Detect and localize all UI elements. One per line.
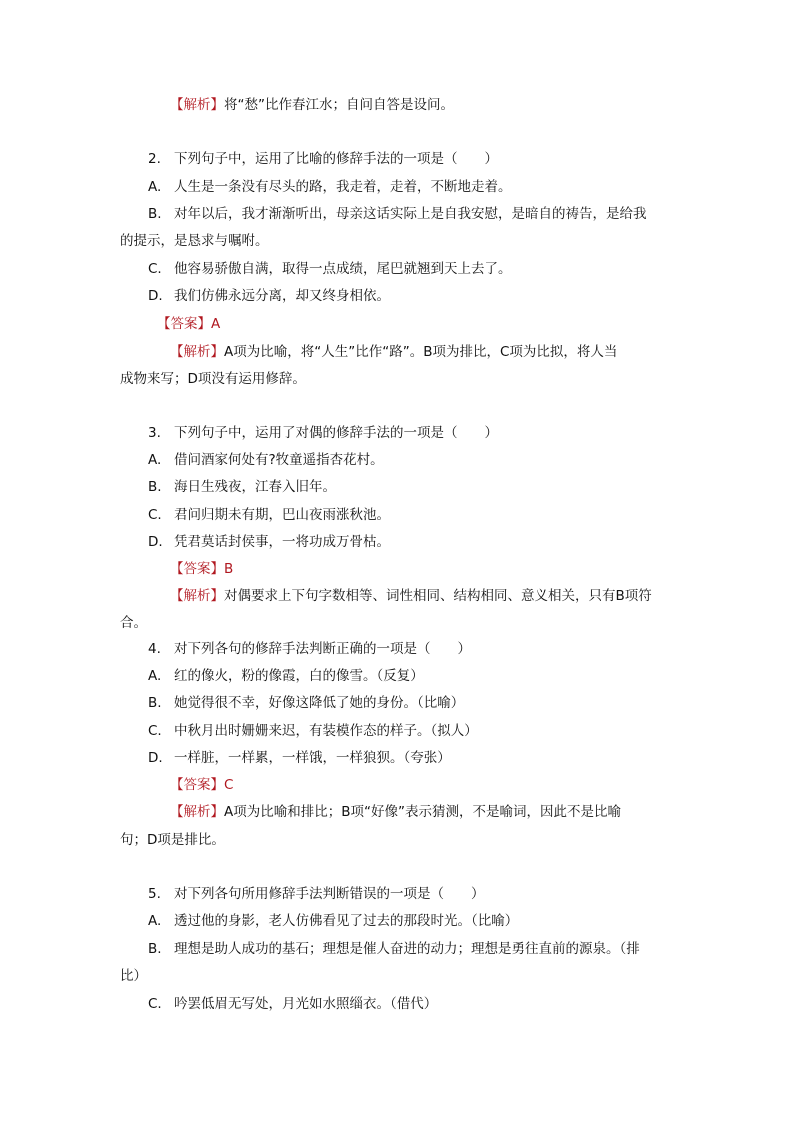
answer-label: 【答案】 (170, 561, 224, 577)
question-5-option-c (148, 995, 437, 1013)
question-2-option-d (148, 287, 390, 305)
explanation-label: 【解析】 (170, 344, 224, 360)
option-letter: D. (148, 750, 163, 766)
question-2-option-c (148, 260, 512, 278)
option-letter: B. (148, 479, 162, 495)
question-number: 2. (148, 151, 161, 167)
question-3-explanation (170, 587, 652, 605)
explanation-label: 【解析】 (170, 804, 224, 820)
question-3-option-a (148, 451, 384, 469)
option-text: 人生是一条没有尽头的路，我走着，走着，不断地走着。 (174, 179, 512, 195)
option-text: 对年以后，我才渐渐听出，母亲这话实际上是自我安慰，是暗自的祷告，是给我 (174, 206, 647, 222)
question-2-option-a (148, 178, 512, 196)
option-letter: C. (148, 507, 162, 523)
question-3-option-c (148, 506, 390, 524)
explanation-text: A项为比喻和排比；B项“好像”表示猜测，不是喻词，因此不是比喻 (224, 804, 621, 820)
question-5-option-b-continued (120, 967, 147, 985)
question-3-option-b (148, 478, 336, 496)
question-2-explanation-continued (120, 370, 306, 388)
option-text: 君问归期未有期，巴山夜雨涨秋池。 (174, 507, 390, 523)
question-4-option-b (148, 694, 464, 712)
answer-label: 【答案】 (157, 316, 211, 332)
answer-value: A (211, 316, 221, 332)
question-text: 对下列各句的修辞手法判断正确的一项是（ ） (174, 641, 471, 657)
answer-value: B (224, 561, 234, 577)
option-text: 中秋月出时姗姗来迟，有装模作态的样子。（拟人） (174, 723, 478, 739)
question-2-answer (157, 315, 220, 333)
question-3-answer (170, 560, 233, 578)
question-4-option-d (148, 749, 451, 767)
explanation-text-continued: 句；D项是排比。 (120, 832, 225, 848)
option-text: 我们仿佛永远分离，却又终身相依。 (174, 288, 390, 304)
question-number: 5. (148, 886, 161, 902)
option-letter: A. (148, 452, 162, 468)
explanation-text-continued: 成物来写；D项没有运用修辞。 (120, 371, 306, 387)
option-text-continued: 的提示，是恳求与嘱咐。 (120, 233, 269, 249)
question-2-option-b-continued (120, 232, 269, 250)
option-letter: B. (148, 206, 162, 222)
question-text: 下列句子中，运用了对偶的修辞手法的一项是（ ） (174, 425, 498, 441)
option-text: 一样脏，一样累，一样饿，一样狼狈。（夸张） (174, 750, 451, 766)
option-text: 她觉得很不幸，好像这降低了她的身份。（比喻） (174, 695, 465, 711)
option-text: 借问酒家何处有?牧童遥指杏花村。 (174, 452, 384, 468)
option-letter: C. (148, 723, 162, 739)
option-text-continued: 比） (120, 968, 147, 984)
option-text: 吟罢低眉无写处，月光如水照缁衣。（借代） (174, 996, 438, 1012)
option-letter: A. (148, 179, 162, 195)
explanation-text: 对偶要求上下句字数相等、词性相同、结构相同、意义相关，只有B项符 (224, 588, 652, 604)
explanation-text-continued: 合。 (120, 615, 147, 631)
option-text: 透过他的身影，老人仿佛看见了过去的那段时光。（比喻） (174, 913, 519, 929)
question-4-option-a (148, 667, 424, 685)
question-4-explanation (170, 803, 621, 821)
explanation-label: 【解析】 (170, 588, 224, 604)
explanation-text: A项为比喻，将“人生”比作“路”。B项为排比，C项为比拟，将人当 (224, 344, 618, 360)
option-text: 他容易骄傲自满，取得一点成绩，尾巴就翘到天上去了。 (174, 261, 512, 277)
explanation-text: 将“愁”比作春江水；自问自答是设问。 (224, 97, 454, 113)
question-3-option-d (148, 533, 390, 551)
option-letter: C. (148, 261, 162, 277)
option-letter: A. (148, 913, 162, 929)
question-3-stem (148, 424, 498, 442)
question-4-answer (170, 776, 233, 794)
question-5-option-b (148, 940, 640, 958)
question-2-explanation (170, 343, 617, 361)
question-number: 4. (148, 641, 161, 657)
option-letter: C. (148, 996, 162, 1012)
question-4-stem (148, 640, 471, 658)
question-5-stem (148, 885, 485, 903)
question-2-stem (148, 150, 498, 168)
q1-explanation (170, 96, 454, 114)
option-text: 海日生残夜，江春入旧年。 (174, 479, 336, 495)
question-text: 对下列各句所用修辞手法判断错误的一项是（ ） (174, 886, 485, 902)
option-letter: A. (148, 668, 162, 684)
question-number: 3. (148, 425, 161, 441)
question-2-option-b (148, 205, 647, 223)
option-text: 红的像火，粉的像霞，白的像雪。（反复） (174, 668, 424, 684)
question-4-option-c (148, 722, 478, 740)
question-5-option-a (148, 912, 518, 930)
question-4-explanation-continued (120, 831, 225, 849)
question-3-explanation-continued (120, 614, 147, 632)
question-text: 下列句子中，运用了比喻的修辞手法的一项是（ ） (174, 151, 498, 167)
option-letter: D. (148, 288, 163, 304)
option-text: 凭君莫话封侯事，一将功成万骨枯。 (174, 534, 390, 550)
option-letter: D. (148, 534, 163, 550)
answer-label: 【答案】 (170, 777, 224, 793)
option-letter: B. (148, 695, 162, 711)
explanation-label: 【解析】 (170, 97, 224, 113)
answer-value: C (224, 777, 234, 793)
option-letter: B. (148, 941, 162, 957)
option-text: 理想是助人成功的基石；理想是催人奋进的动力；理想是勇往直前的源泉。（排 (174, 941, 640, 957)
